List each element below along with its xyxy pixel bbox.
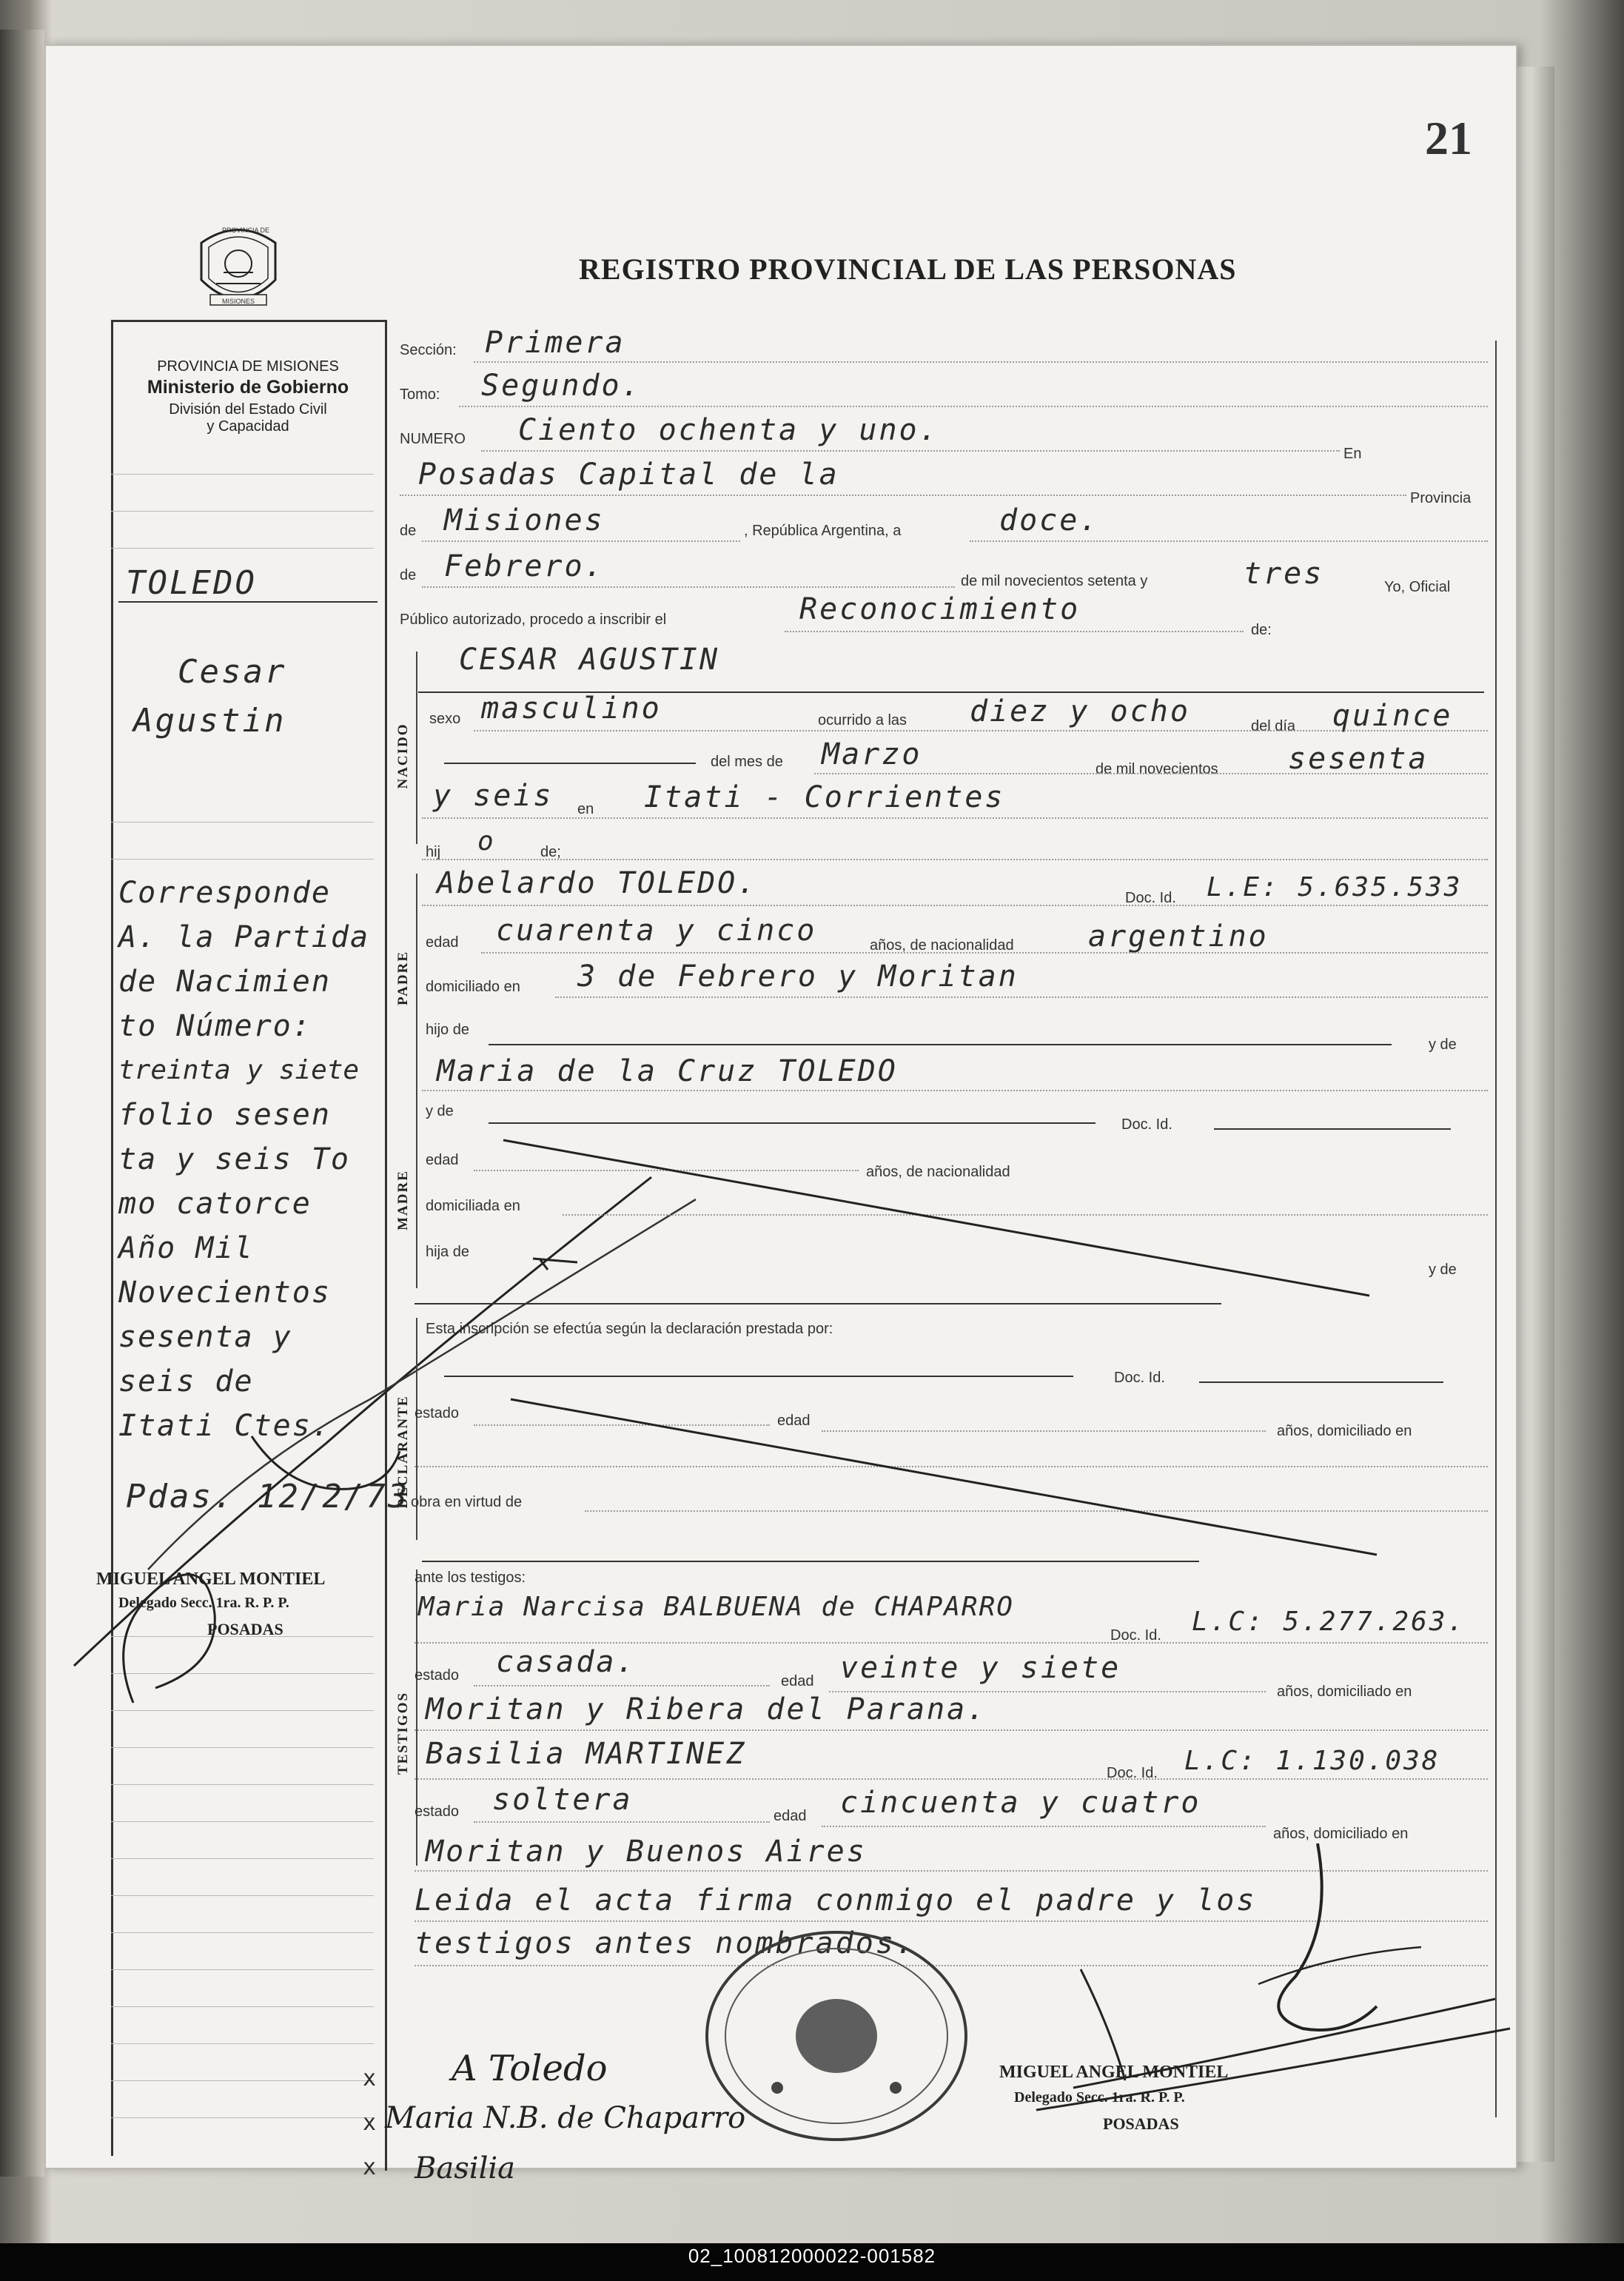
acto-value: Reconocimiento (799, 592, 1081, 626)
margin-rule (111, 2043, 374, 2044)
cierre-linea-1: Leida el acta firma conmigo el padre y los (415, 1883, 1257, 1917)
testigo2-doc: L.C: 1.130.038 (1184, 1746, 1440, 1776)
testigo1-domicilio: Moritan y Ribera del Parana. (426, 1692, 987, 1726)
madre-nac-label: años, de nacionalidad (866, 1164, 1010, 1180)
seccion-value: Primera (485, 326, 625, 360)
declarante-estado-label: estado (415, 1405, 460, 1421)
acto-line (785, 631, 1244, 632)
margin-note-line: Itati Ctes. (118, 1409, 331, 1443)
yo-oficial-label: Yo, Oficial (1384, 579, 1451, 595)
mil-novecientos-label: de mil novecientos setenta y (961, 573, 1148, 589)
margin-rule (111, 1747, 374, 1748)
margin-given-1: Cesar (178, 653, 287, 691)
margin-rule (111, 548, 374, 549)
anio-value: tres (1244, 557, 1324, 591)
mes-nacido-line (814, 773, 1488, 774)
margin-rule (111, 1969, 374, 1970)
ministry-line3: División del Estado Civil (169, 401, 327, 418)
testigo1-name-line (415, 1642, 1488, 1644)
dia-value: doce. (999, 503, 1100, 537)
testigo2-dom-label: años, domiciliado en (1273, 1826, 1409, 1842)
padre-dom-line (555, 997, 1488, 998)
cierre-linea-2: testigos antes nombrados. (415, 1926, 916, 1960)
surname-underline (118, 601, 378, 603)
declarante-obra-label: obra en virtud de (411, 1494, 523, 1510)
testigo2-estado: soltera (492, 1783, 633, 1817)
footer-id: 02_100812000022-001582 (688, 2245, 936, 2267)
father-signature: A Toledo (452, 2048, 608, 2089)
margin-note-line: mo catorce (118, 1187, 312, 1221)
nacido-blank-rule (444, 763, 696, 764)
declarante-crossout (503, 1392, 1466, 1570)
ministry-block (111, 358, 385, 435)
margin-note-line: Año Mil (118, 1231, 254, 1265)
margin-rule (111, 1932, 374, 1933)
signature-mark: x (363, 2066, 379, 2091)
margin-rule (111, 2006, 374, 2007)
margin-note-line: folio sesen (118, 1098, 331, 1132)
testigo2-domicilio: Moritan y Buenos Aires (426, 1835, 867, 1869)
testigo2-edad-line (822, 1826, 1266, 1827)
margin-note-line: Corresponde (118, 876, 331, 910)
testigo2-nombre: Basilia MARTINEZ (426, 1737, 747, 1771)
provincia-value: Misiones (444, 503, 605, 537)
margin-rule (111, 511, 374, 512)
madre-doc-rule (1214, 1128, 1451, 1130)
margin-note-line: treinta y siete (118, 1055, 360, 1085)
numero-label: NUMERO (400, 431, 466, 447)
sexo-line (474, 730, 1488, 731)
testigos-border (416, 1570, 417, 1866)
testigo2-doc-label: Doc. Id. (1107, 1765, 1158, 1781)
margin-rule (111, 2080, 374, 2081)
padre-edad-label: edad (426, 934, 459, 951)
madre-edad-label: edad (426, 1152, 459, 1168)
official-signature-strokes (814, 1836, 1525, 2162)
padre-domicilio: 3 de Febrero y Moritan (577, 959, 1019, 994)
madre-doc-label: Doc. Id. (1121, 1116, 1172, 1133)
testigo2-estado-label: estado (415, 1803, 460, 1820)
anio-2: y seis (433, 779, 554, 813)
margin-surname: TOLEDO (126, 564, 257, 602)
declarante-label: DECLARANTE (395, 1395, 411, 1509)
margin-note-line: A. la Partida (118, 920, 370, 954)
declarante-intro: Esta inscripción se efectúa según la declaración prestada por: (426, 1321, 833, 1337)
margin-rule (111, 474, 374, 475)
nacido-nombre: CESAR AGUSTIN (459, 643, 720, 677)
madre-y-de-label: y de (426, 1103, 454, 1119)
madre-hija-de-label: hija de (426, 1244, 469, 1260)
testigo1-estado-label: estado (415, 1667, 460, 1684)
witness1-signature: Maria N.B. de Chaparro (385, 2101, 746, 2135)
nacido-label: NACIDO (395, 723, 411, 789)
provincia-label: Provincia (1410, 490, 1472, 506)
conyuge-nombre: Maria de la Cruz TOLEDO (437, 1054, 898, 1088)
firma-stamp-line1: MIGUEL ANGEL MONTIEL (999, 2063, 1229, 2082)
padre-dom-label: domiciliado en (426, 979, 520, 995)
declarante-dom-label: años, domiciliado en (1277, 1423, 1412, 1439)
margin-rule (111, 1858, 374, 1859)
margin-rule (111, 2117, 374, 2118)
padre-doc-label: Doc. Id. (1125, 890, 1176, 906)
margin-note-line: sesenta y (118, 1320, 292, 1354)
document-title: REGISTRO PROVINCIAL DE LAS PERSONAS (579, 252, 1237, 286)
testigo1-dom-label: años, domiciliado en (1277, 1684, 1412, 1700)
numero-value: Ciento ochenta y uno. (518, 413, 939, 447)
provincia-line (422, 540, 740, 542)
madre-label: MADRE (395, 1170, 411, 1230)
padre-border (416, 874, 417, 1140)
dia-label: del día (1251, 718, 1296, 734)
margin-top-rule (111, 320, 385, 322)
lugar-nacido: Itati - Corrientes (644, 780, 1005, 814)
ministry-line1: PROVINCIA DE MISIONES (157, 358, 339, 375)
testigos-intro: ante los testigos: (415, 1570, 526, 1586)
hora-value: diez y ocho (970, 694, 1190, 728)
margin-note-line: de Nacimien (118, 965, 331, 999)
padre-y-de-label: y de (1429, 1036, 1457, 1053)
padre-label: PADRE (395, 950, 411, 1006)
margin-rule (111, 859, 374, 860)
tomo-label: Tomo: (400, 386, 440, 403)
margin-stamp-line2: Delegado Secc. 1ra. R. P. P. (118, 1595, 289, 1611)
padre-nombre: Abelardo TOLEDO. (437, 866, 758, 900)
seccion-label: Sección: (400, 342, 457, 358)
testigo1-estado: casada. (496, 1645, 637, 1679)
declarante-edad-label: edad (777, 1413, 811, 1429)
padre-nacionalidad: argentino (1088, 920, 1269, 954)
padre-edad-line (481, 952, 1488, 954)
mes-line (422, 586, 955, 588)
en-label: En (1343, 446, 1362, 462)
padre-nac-label: años, de nacionalidad (870, 937, 1014, 954)
hijo-label: hij (426, 844, 441, 860)
testigo1-doc: L.C: 5.277.263. (1192, 1607, 1466, 1637)
anio-1: sesenta (1288, 742, 1429, 776)
sexo-value: masculino (481, 691, 662, 726)
padre-doc-value: L.E: 5.635.533 (1207, 872, 1463, 902)
republica-label: , República Argentina, a (744, 523, 902, 539)
lugar-line (400, 495, 1406, 496)
testigo2-name-line (415, 1778, 1488, 1780)
margin-rule (111, 822, 374, 823)
mil-label: de mil novecientos (1095, 761, 1218, 777)
crest-text-top: PROVINCIA DE (222, 227, 270, 234)
padre-edad-value: cuarenta y cinco (496, 914, 817, 948)
conyuge-line (422, 1090, 1488, 1091)
testigo1-doc-label: Doc. Id. (1110, 1627, 1161, 1644)
testigo1-estado-line (474, 1685, 770, 1687)
mes-label: del mes de (711, 754, 783, 770)
margin-note-line: to Número: (118, 1009, 312, 1043)
testigos-label: TESTIGOS (395, 1691, 411, 1775)
testigo2-estado-line (474, 1821, 770, 1823)
crest-text-bottom: MISIONES (222, 298, 255, 305)
de-colon-label: de: (1251, 622, 1272, 638)
page-number: 21 (1425, 112, 1472, 164)
padre-hijo-de-label: hijo de (426, 1022, 469, 1038)
signature-mark: x (363, 2110, 379, 2136)
testigo1-dom-line (415, 1729, 1488, 1731)
dia-line (970, 540, 1488, 542)
madre-y-de-rule (489, 1122, 1095, 1124)
lugar-nacido-line (422, 817, 1488, 819)
hora-label: ocurrido a las (818, 712, 907, 728)
de-label: de (400, 523, 417, 539)
testigo1-edad-label: edad (781, 1673, 814, 1689)
margin-place-date: Pdas. 12/2/73 (126, 1478, 410, 1515)
ministry-line4: y Capacidad (207, 418, 289, 435)
seccion-line (474, 361, 1488, 363)
de-label-nacido: de; (540, 844, 561, 860)
dia-value-nacido: quince (1332, 699, 1453, 733)
margin-given-2: Agustin (133, 702, 286, 740)
testigo1-nombre: Maria Narcisa BALBUENA de CHAPARRO (418, 1592, 1014, 1622)
sexo-label: sexo (429, 711, 461, 727)
firma-stamp-line2: Delegado Secc. 1ra. R. P. P. (1014, 2089, 1185, 2106)
margin-rule (111, 1895, 374, 1896)
testigo2-edad: cincuenta y cuatro (840, 1786, 1201, 1820)
numero-line (481, 450, 1340, 452)
ministry-line2: Ministerio de Gobierno (147, 377, 349, 398)
publico-label: Público autorizado, procedo a inscribir el (400, 612, 667, 628)
tomo-value: Segundo. (481, 369, 642, 403)
margin-rule (111, 1784, 374, 1785)
witness2-signature: Basilia (415, 2151, 515, 2185)
en-label-nacido: en (577, 801, 594, 817)
testigo1-edad: veinte y siete (840, 1651, 1121, 1685)
margin-note-line: seis de (118, 1364, 254, 1399)
margin-note-line: Novecientos (118, 1276, 331, 1310)
de2-label: de (400, 567, 417, 583)
margin-rule (111, 1821, 374, 1822)
madre-dom-label: domiciliada en (426, 1198, 520, 1214)
firma-stamp-line3: POSADAS (1103, 2114, 1179, 2133)
lugar-value: Posadas Capital de la (418, 458, 839, 492)
margin-stamp-line1: MIGUEL ANGEL MONTIEL (96, 1570, 326, 1589)
signature-mark: x (363, 2154, 379, 2180)
book-spine (0, 30, 44, 2177)
padre-name-line (422, 905, 1488, 906)
margin-stamp-line3: POSADAS (207, 1620, 283, 1638)
padre-hijo-de-rule (489, 1044, 1392, 1045)
margin-note-line: ta y seis To (118, 1142, 350, 1176)
declarante-doc-rule (1199, 1381, 1443, 1383)
mes-value: Febrero. (444, 549, 605, 583)
madre-crossout (489, 1133, 1466, 1310)
madre-border (416, 1140, 417, 1288)
hijo-line (422, 859, 1488, 860)
hijo-suffix: o (477, 826, 496, 857)
mes-value-nacido: Marzo (822, 737, 922, 771)
madre-y-de2-label: y de (1429, 1262, 1457, 1278)
declarante-doc-label: Doc. Id. (1114, 1370, 1165, 1386)
tomo-line (459, 406, 1488, 407)
nacido-border (416, 652, 417, 844)
declarante-name-rule (444, 1376, 1073, 1377)
testigo2-edad-label: edad (774, 1808, 807, 1824)
